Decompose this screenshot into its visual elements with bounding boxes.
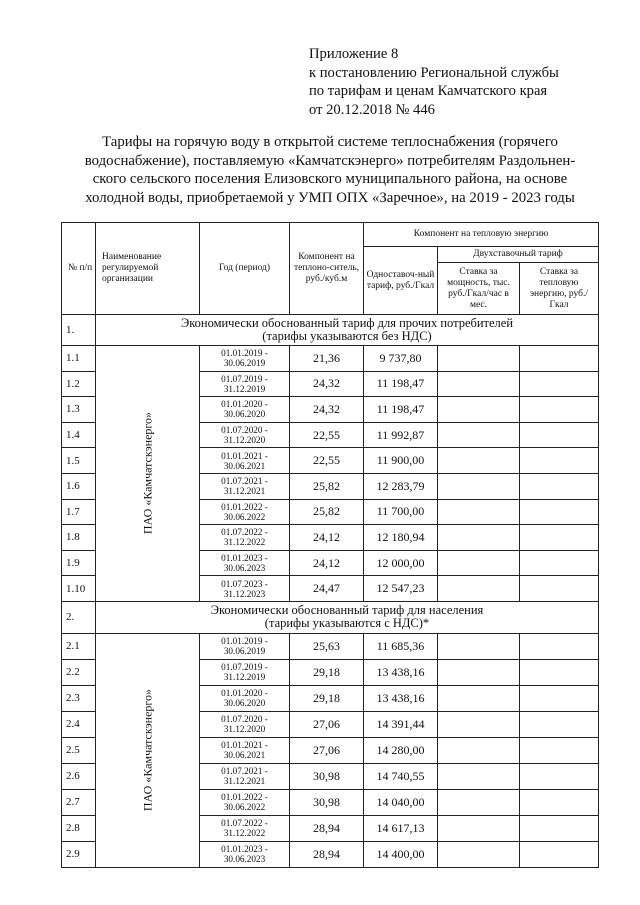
carrier-value: 24,32 <box>290 397 364 423</box>
section-num: 1. <box>62 315 96 346</box>
period-start: 01.01.2021 - <box>221 740 268 751</box>
single-rate-value: 12 180,94 <box>364 525 438 551</box>
period-end: 30.06.2019 <box>223 646 266 657</box>
energy-rate-value <box>520 473 599 499</box>
period-cell <box>200 815 290 841</box>
organization-cell <box>96 346 200 602</box>
section-title-line: Экономически обоснованный тариф для населения <box>210 603 484 618</box>
period-end: 30.06.2022 <box>223 802 266 813</box>
single-rate-value: 14 391,44 <box>364 711 438 737</box>
single-rate-value: 14 280,00 <box>364 737 438 763</box>
capacity-rate-value <box>438 659 520 685</box>
energy-rate-value <box>520 841 599 867</box>
row-num: 2.3 <box>62 685 96 711</box>
single-rate-value: 14 400,00 <box>364 841 438 867</box>
energy-rate-value <box>520 659 599 685</box>
period-cell <box>200 841 290 867</box>
period-start: 01.01.2022 - <box>221 792 268 803</box>
single-rate-value: 12 547,23 <box>364 576 438 602</box>
period-end: 31.12.2019 <box>223 672 266 683</box>
row-num: 1.7 <box>62 499 96 525</box>
section-title-line: (тарифы указываются с НДС)* <box>264 616 430 631</box>
single-rate-value: 14 617,13 <box>364 815 438 841</box>
capacity-rate-value <box>438 685 520 711</box>
period-start: 01.07.2019 - <box>221 373 268 384</box>
single-rate-value: 9 737,80 <box>364 346 438 372</box>
capacity-rate-value <box>438 371 520 397</box>
energy-rate-value <box>520 815 599 841</box>
period-start: 01.07.2022 - <box>221 527 268 538</box>
carrier-value: 22,55 <box>290 448 364 474</box>
period-end: 30.06.2019 <box>223 358 266 369</box>
period-cell <box>200 371 290 397</box>
row-num: 1.3 <box>62 397 96 423</box>
period-cell <box>200 422 290 448</box>
row-num: 1.6 <box>62 473 96 499</box>
header-carrier: Компонент на теплоно-ситель, руб./куб.м <box>290 223 364 315</box>
period-cell <box>200 685 290 711</box>
period-start: 01.01.2023 - <box>221 844 268 855</box>
section-title <box>96 601 599 633</box>
period-end: 30.06.2023 <box>223 854 266 865</box>
row-num: 2.2 <box>62 659 96 685</box>
period-end: 31.12.2023 <box>223 588 266 599</box>
header-energy-rate: Ставка за тепловую энергию, руб./Гкал <box>520 263 599 315</box>
period-cell <box>200 737 290 763</box>
period-end: 30.06.2023 <box>223 563 266 574</box>
period-cell <box>200 397 290 423</box>
section-row <box>62 315 599 346</box>
appendix-header <box>309 45 619 119</box>
period-cell <box>200 763 290 789</box>
carrier-value: 22,55 <box>290 422 364 448</box>
header-capacity-rate: Ставка за мощность, тыс. руб./Гкал/час в мес. <box>438 263 520 315</box>
appendix-line: от 20.12.2018 № 446 <box>309 101 435 118</box>
carrier-value: 25,82 <box>290 499 364 525</box>
row-num: 1.2 <box>62 371 96 397</box>
capacity-rate-value <box>438 815 520 841</box>
carrier-value: 28,94 <box>290 841 364 867</box>
period-end: 30.06.2020 <box>223 698 266 709</box>
single-rate-value: 12 283,79 <box>364 473 438 499</box>
capacity-rate-value <box>438 499 520 525</box>
row-num: 2.5 <box>62 737 96 763</box>
carrier-value: 24,32 <box>290 371 364 397</box>
carrier-value: 28,94 <box>290 815 364 841</box>
row-num: 1.1 <box>62 346 96 372</box>
section-row <box>62 601 599 633</box>
period-cell <box>200 711 290 737</box>
period-start: 01.07.2020 - <box>221 714 268 725</box>
period-end: 31.12.2022 <box>223 828 266 839</box>
capacity-rate-value <box>438 576 520 602</box>
period-cell <box>200 550 290 576</box>
period-cell <box>200 346 290 372</box>
carrier-value: 29,18 <box>290 685 364 711</box>
energy-rate-value <box>520 525 599 551</box>
section-title <box>96 315 599 346</box>
row-num: 2.6 <box>62 763 96 789</box>
energy-rate-value <box>520 448 599 474</box>
row-num: 1.4 <box>62 422 96 448</box>
energy-rate-value <box>520 346 599 372</box>
title-line: Тарифы на горячую воду в открытой системе теплоснабжения (горячего <box>102 134 558 150</box>
period-cell <box>200 499 290 525</box>
organization-name: ПАО «Камчатскэнерго» <box>140 412 154 535</box>
capacity-rate-value <box>438 346 520 372</box>
carrier-value: 27,06 <box>290 737 364 763</box>
period-end: 31.12.2021 <box>223 486 266 497</box>
single-rate-value: 11 685,36 <box>364 633 438 659</box>
energy-rate-value <box>520 576 599 602</box>
row-num: 2.1 <box>62 633 96 659</box>
energy-rate-value <box>520 371 599 397</box>
single-rate-value: 13 438,16 <box>364 685 438 711</box>
period-end: 30.06.2021 <box>223 460 266 471</box>
period-cell <box>200 659 290 685</box>
period-end: 31.12.2019 <box>223 383 266 394</box>
energy-rate-value <box>520 763 599 789</box>
period-end: 31.12.2021 <box>223 776 266 787</box>
carrier-value: 21,36 <box>290 346 364 372</box>
capacity-rate-value <box>438 525 520 551</box>
section-num: 2. <box>62 601 96 633</box>
capacity-rate-value <box>438 473 520 499</box>
single-rate-value: 11 198,47 <box>364 371 438 397</box>
period-end: 31.12.2020 <box>223 724 266 735</box>
row-num: 2.7 <box>62 789 96 815</box>
document-title <box>52 133 608 208</box>
period-start: 01.07.2022 - <box>221 818 268 829</box>
period-end: 30.06.2022 <box>223 511 266 522</box>
period-start: 01.07.2021 - <box>221 476 268 487</box>
appendix-line: Приложение 8 <box>309 46 399 62</box>
energy-rate-value <box>520 397 599 423</box>
period-cell <box>200 525 290 551</box>
single-rate-value: 11 198,47 <box>364 397 438 423</box>
period-end: 31.12.2020 <box>223 435 266 446</box>
period-start: 01.07.2020 - <box>221 425 268 436</box>
capacity-rate-value <box>438 422 520 448</box>
period-start: 01.01.2021 - <box>221 450 268 461</box>
tariff-table <box>61 222 599 868</box>
row-num: 1.5 <box>62 448 96 474</box>
table-row <box>62 346 599 372</box>
capacity-rate-value <box>438 789 520 815</box>
organization-cell <box>96 633 200 867</box>
carrier-value: 24,12 <box>290 525 364 551</box>
header-org: Наименование регулируемой организации <box>96 223 200 315</box>
capacity-rate-value <box>438 711 520 737</box>
single-rate-value: 13 438,16 <box>364 659 438 685</box>
energy-rate-value <box>520 685 599 711</box>
carrier-value: 25,63 <box>290 633 364 659</box>
carrier-value: 30,98 <box>290 789 364 815</box>
title-line: холодной воды, приобретаемой у УМП ОПХ «Заречное», на 2019 - 2023 годы <box>85 190 575 207</box>
period-end: 30.06.2020 <box>223 409 266 420</box>
period-end: 31.12.2022 <box>223 537 266 548</box>
period-start: 01.01.2019 - <box>221 636 268 647</box>
carrier-value: 30,98 <box>290 763 364 789</box>
row-num: 1.9 <box>62 550 96 576</box>
period-start: 01.07.2021 - <box>221 766 268 777</box>
capacity-rate-value <box>438 397 520 423</box>
capacity-rate-value <box>438 737 520 763</box>
period-cell <box>200 576 290 602</box>
capacity-rate-value <box>438 841 520 867</box>
appendix-line: по тарифам и ценам Камчатского края <box>309 83 548 100</box>
energy-rate-value <box>520 711 599 737</box>
row-num: 2.4 <box>62 711 96 737</box>
period-start: 01.07.2023 - <box>221 578 268 589</box>
row-num: 2.8 <box>62 815 96 841</box>
carrier-value: 24,47 <box>290 576 364 602</box>
carrier-value: 29,18 <box>290 659 364 685</box>
carrier-value: 25,82 <box>290 473 364 499</box>
organization-name: ПАО «Камчатскэнерго» <box>140 689 154 812</box>
period-start: 01.01.2019 - <box>221 348 268 359</box>
period-cell <box>200 473 290 499</box>
capacity-rate-value <box>438 550 520 576</box>
carrier-value: 24,12 <box>290 550 364 576</box>
carrier-value: 27,06 <box>290 711 364 737</box>
period-end: 30.06.2021 <box>223 750 266 761</box>
row-num: 1.8 <box>62 525 96 551</box>
title-line: ского сельского поселения Елизовского муниципального района, на основе <box>92 171 568 188</box>
row-num: 2.9 <box>62 841 96 867</box>
header-period: Год (период) <box>200 223 290 315</box>
period-cell <box>200 789 290 815</box>
period-cell <box>200 633 290 659</box>
section-title-line: Экономически обоснованный тариф для прочих потребителей <box>180 316 514 330</box>
header-num: № п/п <box>62 223 96 315</box>
row-num: 1.10 <box>62 576 96 602</box>
period-start: 01.01.2020 - <box>221 688 268 699</box>
energy-rate-value <box>520 499 599 525</box>
section-title-line: (тарифы указываются без НДС) <box>262 329 432 343</box>
single-rate-value: 11 992,87 <box>364 422 438 448</box>
header-two-rate: Двухставочный тариф <box>438 247 599 263</box>
appendix-line: к постановлению Региональной службы <box>309 64 559 81</box>
capacity-rate-value <box>438 448 520 474</box>
energy-rate-value <box>520 422 599 448</box>
single-rate-value: 11 900,00 <box>364 448 438 474</box>
single-rate-value: 14 040,00 <box>364 789 438 815</box>
period-start: 01.01.2020 - <box>221 399 268 410</box>
period-start: 01.01.2023 - <box>221 553 268 564</box>
energy-rate-value <box>520 789 599 815</box>
period-cell <box>200 448 290 474</box>
period-start: 01.07.2019 - <box>221 662 268 673</box>
energy-rate-value <box>520 737 599 763</box>
period-start: 01.01.2022 - <box>221 501 268 512</box>
single-rate-value: 11 700,00 <box>364 499 438 525</box>
title-line: водоснабжение), поставляемую «Камчатскэнерго» потребителям Раздольнен- <box>84 152 576 169</box>
single-rate-value: 12 000,00 <box>364 550 438 576</box>
capacity-rate-value <box>438 633 520 659</box>
header-single-rate: Одноставоч-ный тариф, руб./Гкал <box>364 247 438 315</box>
energy-rate-value <box>520 633 599 659</box>
energy-rate-value <box>520 550 599 576</box>
single-rate-value: 14 740,55 <box>364 763 438 789</box>
header-thermal-group: Компонент на тепловую энергию <box>364 223 599 247</box>
table-row <box>62 633 599 659</box>
capacity-rate-value <box>438 763 520 789</box>
